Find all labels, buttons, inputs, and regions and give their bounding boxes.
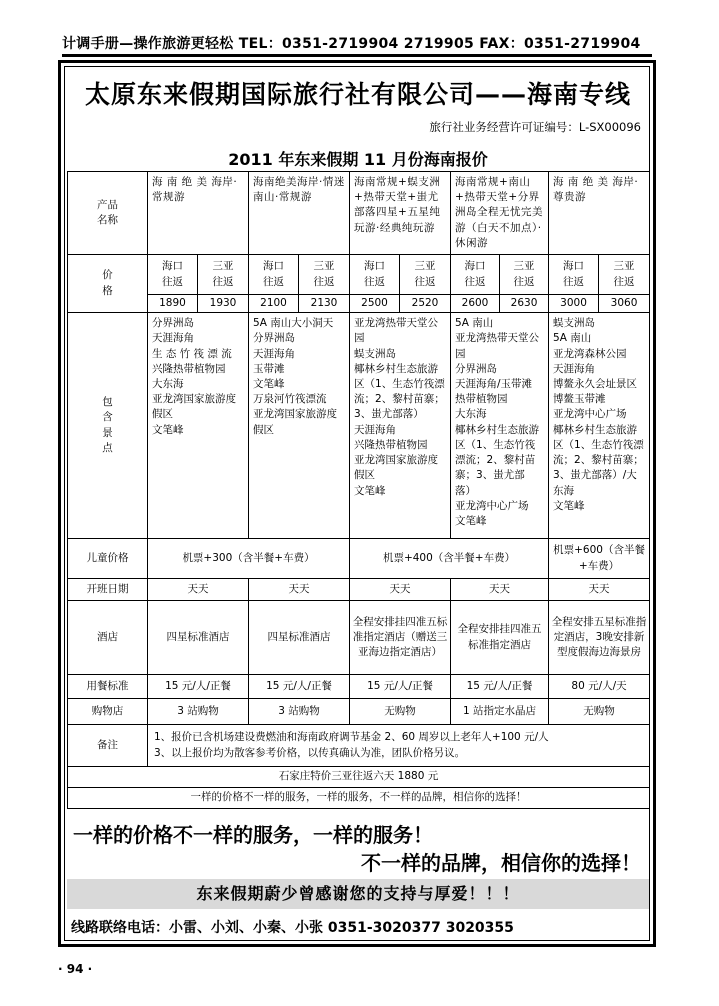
price-label: 价 格 [68,255,148,313]
price-label-row [68,255,650,295]
meal-value: 15 元/人/正餐 [148,675,249,699]
price-label-cell: 三亚 往返 [500,255,549,295]
meal-value: 15 元/人/正餐 [451,675,549,699]
header-bar: 计调手册—操作旅游更轻松 TEL：0351-2719904 2719905 FAX：0351-2719904 [62,33,652,57]
price-label-cell: 海口 往返 [148,255,198,295]
product-name-row [68,172,650,255]
schedule-value: 天天 [148,579,249,601]
schedule-value: 天天 [451,579,549,601]
price-label-cell: 海口 往返 [451,255,500,295]
product-label: 产品 名称 [68,172,148,255]
special-offer: 石家庄特价三亚往返六天 1880 元 [68,767,650,788]
price-label-cell: 三亚 往返 [599,255,650,295]
child-label: 儿童价格 [68,539,148,579]
table-title: 2011 年东来假期 11 月份海南报价 [228,150,488,169]
includes-list: 5A 南山大小洞天 分界洲岛 天涯海角 玉带滩 文笔峰 万泉河竹筏漂流 亚龙湾国家旅游度假区 [249,313,350,539]
content-panel [64,66,650,941]
special-row [68,767,650,788]
shopping-value: 3 站购物 [249,699,350,725]
price-value: 2100 [249,295,299,313]
notes-label: 备注 [68,725,148,767]
hotel-value: 全程安排挂四准五标准指定酒店 [451,601,549,675]
schedule-value: 天天 [350,579,451,601]
shopping-value: 3 站购物 [148,699,249,725]
note-line: 3、以上报价均为散客参考价格，以传真确认为准，团队价格另议。 [154,746,466,759]
includes-list: 分界洲岛 天涯海角 生 态 竹 筏 漂 流 兴隆热带植物园 大东海 亚龙湾国家旅游度假区 文笔峰 [148,313,249,539]
motto: 一样的价格不一样的服务，一样的服务，不一样的品牌，相信你的选择！ [68,788,650,809]
license-number: 旅行社业务经营许可证编号：L-SX00096 [429,120,641,134]
thanks-banner: 东来假期蔚少曾感谢您的支持与厚爱！！！ [67,879,649,909]
contact-line: 线路联络电话：小雷、小刘、小秦、小张 0351-3020377 3020355 [71,920,514,936]
price-label-cell: 三亚 往返 [299,255,350,295]
shopping-label: 购物店 [68,699,148,725]
slogan-line-1: 一样的价格不一样的服务，一样的服务！ [73,823,433,847]
meal-value: 80 元/人/天 [549,675,650,699]
price-table [67,171,650,809]
price-value: 1930 [198,295,249,313]
product-name: 海 南 绝 美 海岸·尊贵游 [549,172,650,255]
price-value: 2130 [299,295,350,313]
product-name: 海南常规+蜈支洲+热带天堂+蚩尤部落四星+五星纯玩游·经典纯玩游 [350,172,451,255]
schedule-row [68,579,650,601]
price-value: 3000 [549,295,599,313]
product-name: 海南常规+南山+热带天堂+分界洲岛全程无忧完美游（白天不加点）·休闲游 [451,172,549,255]
meal-label: 用餐标准 [68,675,148,699]
hotel-value: 四星标准酒店 [148,601,249,675]
child-price: 机票+300（含半餐+车费） [148,539,350,579]
notes-cell [148,725,650,767]
child-price: 机票+400（含半餐+车费） [350,539,549,579]
shopping-value: 1 站指定水晶店 [451,699,549,725]
includes-row [68,313,650,539]
product-name: 海 南 绝 美 海岸·常规游 [148,172,249,255]
price-value: 2630 [500,295,549,313]
hotel-row [68,601,650,675]
price-value: 3060 [599,295,650,313]
price-value: 2600 [451,295,500,313]
note-line: 1、报价已含机场建设费燃油和海南政府调节基金 2、60 周岁以上老年人+100 元/人 [154,731,549,744]
includes-list: 蜈支洲岛 5A 南山 亚龙湾森林公园 天涯海角 博鳌永久会址景区 博鳌玉带滩 亚龙湾中心广场 椰林乡村生态旅游区（1、生态竹筏漂流；2、黎村苗寨；3、蚩尤部落）/大东海 文笔峰 [549,313,650,539]
notes-row [68,725,650,767]
schedule-value: 天天 [249,579,350,601]
price-value: 1890 [148,295,198,313]
hotel-value: 四星标准酒店 [249,601,350,675]
price-label-cell: 三亚 往返 [198,255,249,295]
price-label-cell: 三亚 往返 [400,255,451,295]
shopping-row [68,699,650,725]
child-price-row [68,539,650,579]
child-price: 机票+600（含半餐+车费） [549,539,650,579]
schedule-label: 开班日期 [68,579,148,601]
includes-label: 包 含 景 点 [68,313,148,539]
price-value: 2520 [400,295,451,313]
shopping-value: 无购物 [350,699,451,725]
slogan-line-2: 不一样的品牌，相信你的选择！ [361,851,641,875]
meal-value: 15 元/人/正餐 [350,675,451,699]
hotel-value: 全程安排五星标准指定酒店，3晚安排新型度假海边海景房 [549,601,650,675]
price-label-cell: 海口 往返 [249,255,299,295]
meal-value: 15 元/人/正餐 [249,675,350,699]
price-value-row [68,295,650,313]
product-name: 海南绝美海岸·情迷南山·常规游 [249,172,350,255]
company-title: 太原东来假期国际旅行社有限公司——海南专线 [84,80,631,109]
includes-list: 5A 南山 亚龙湾热带天堂公园 分界洲岛 天涯海角/玉带滩 热带植物园 大东海 椰林乡村生态旅游区（1、生态竹筏漂流；2、黎村苗寨；3、蚩尤部落） 亚龙湾中心广场 文笔峰 [451,313,549,539]
motto-row [68,788,650,809]
hotel-label: 酒店 [68,601,148,675]
schedule-value: 天天 [549,579,650,601]
page-number: · 94 · [58,962,93,976]
shopping-value: 无购物 [549,699,650,725]
price-label-cell: 海口 往返 [350,255,400,295]
includes-list: 亚龙湾热带天堂公园 蜈支洲岛 椰林乡村生态旅游区（1、生态竹筏漂流；2、黎村苗寨；3、蚩尤部落） 天涯海角 兴隆热带植物园 亚龙湾国家旅游度假区 文笔峰 [350,313,451,539]
price-value: 2500 [350,295,400,313]
price-label-cell: 海口 往返 [549,255,599,295]
meal-row [68,675,650,699]
hotel-value: 全程安排挂四准五标准指定酒店（赠送三亚海边指定酒店） [350,601,451,675]
